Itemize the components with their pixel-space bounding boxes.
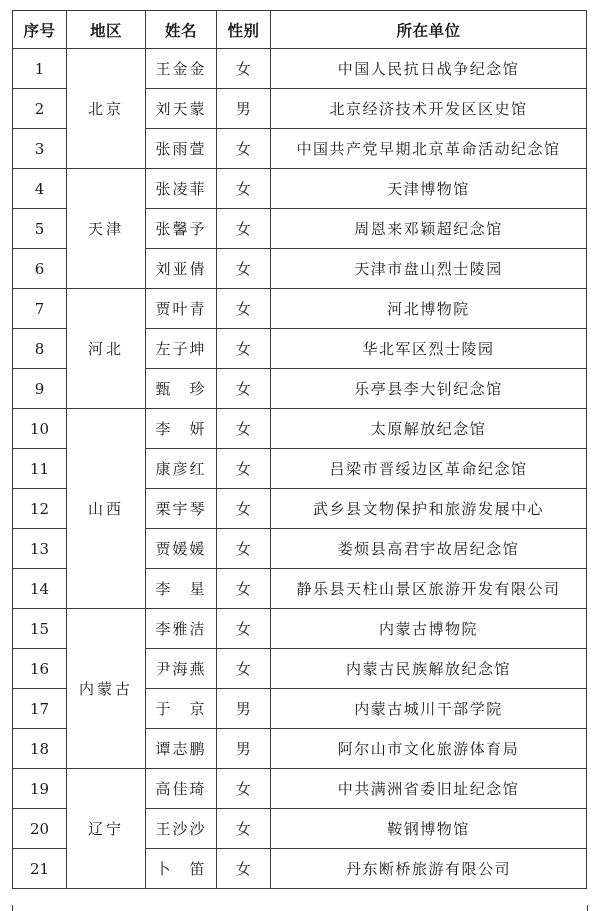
cell-unit: 鞍钢博物馆	[271, 809, 587, 849]
header-name: 姓名	[146, 11, 217, 49]
cell-gender: 女	[217, 809, 271, 849]
header-unit: 所在单位	[271, 11, 587, 49]
header-row	[13, 11, 587, 49]
table-row	[13, 409, 587, 449]
cell-gender: 女	[217, 449, 271, 489]
table-row	[13, 289, 587, 329]
cell-index: 15	[13, 609, 67, 649]
cell-gender: 女	[217, 49, 271, 89]
cell-index: 2	[13, 89, 67, 129]
personnel-table	[12, 10, 587, 889]
cell-gender: 男	[217, 689, 271, 729]
cell-index: 11	[13, 449, 67, 489]
cell-gender: 女	[217, 609, 271, 649]
cell-unit: 武乡县文物保护和旅游发展中心	[271, 489, 587, 529]
cell-unit: 华北军区烈士陵园	[271, 329, 587, 369]
cell-unit: 中共满洲省委旧址纪念馆	[271, 769, 587, 809]
cell-gender: 女	[217, 569, 271, 609]
cell-name: 康彦红	[146, 449, 217, 489]
cell-unit: 内蒙古博物院	[271, 609, 587, 649]
cell-name: 王沙沙	[146, 809, 217, 849]
cell-name: 贾媛媛	[146, 529, 217, 569]
cell-gender: 男	[217, 729, 271, 769]
cell-unit: 静乐县天柱山景区旅游开发有限公司	[271, 569, 587, 609]
cell-region: 天津	[67, 169, 146, 289]
table-row	[13, 769, 587, 809]
cell-gender: 女	[217, 529, 271, 569]
table-row	[13, 609, 587, 649]
cell-name: 刘天蒙	[146, 89, 217, 129]
cell-index: 17	[13, 689, 67, 729]
cell-unit: 北京经济技术开发区区史馆	[271, 89, 587, 129]
cell-gender: 男	[217, 89, 271, 129]
cell-gender: 女	[217, 649, 271, 689]
cell-index: 20	[13, 809, 67, 849]
table-continuation-edge	[12, 905, 588, 911]
header-index: 序号	[13, 11, 67, 49]
cell-region: 北京	[67, 49, 146, 169]
cell-name: 张凌菲	[146, 169, 217, 209]
table-row	[13, 49, 587, 89]
cell-name: 于 京	[146, 689, 217, 729]
cell-gender: 女	[217, 409, 271, 449]
cell-name: 张雨萱	[146, 129, 217, 169]
cell-gender: 女	[217, 369, 271, 409]
cell-name: 王金金	[146, 49, 217, 89]
header-region: 地区	[67, 11, 146, 49]
cell-index: 5	[13, 209, 67, 249]
cell-name: 高佳琦	[146, 769, 217, 809]
cell-gender: 女	[217, 249, 271, 289]
cell-unit: 中国共产党早期北京革命活动纪念馆	[271, 129, 587, 169]
table-body	[13, 49, 587, 889]
cell-index: 1	[13, 49, 67, 89]
cell-name: 李 妍	[146, 409, 217, 449]
cell-unit: 周恩来邓颖超纪念馆	[271, 209, 587, 249]
cell-region: 河北	[67, 289, 146, 409]
cell-index: 16	[13, 649, 67, 689]
cell-name: 李 星	[146, 569, 217, 609]
cell-unit: 天津博物馆	[271, 169, 587, 209]
cell-unit: 天津市盘山烈士陵园	[271, 249, 587, 289]
cell-gender: 女	[217, 129, 271, 169]
cell-unit: 娄烦县高君宇故居纪念馆	[271, 529, 587, 569]
cell-gender: 女	[217, 169, 271, 209]
cell-index: 10	[13, 409, 67, 449]
cell-index: 3	[13, 129, 67, 169]
cell-index: 9	[13, 369, 67, 409]
cell-gender: 女	[217, 489, 271, 529]
cell-unit: 中国人民抗日战争纪念馆	[271, 49, 587, 89]
cell-unit: 内蒙古城川干部学院	[271, 689, 587, 729]
cell-index: 21	[13, 849, 67, 889]
cell-index: 14	[13, 569, 67, 609]
cell-name: 栗宇琴	[146, 489, 217, 529]
cell-unit: 内蒙古民族解放纪念馆	[271, 649, 587, 689]
cell-name: 张馨予	[146, 209, 217, 249]
personnel-table-container	[12, 10, 586, 889]
cell-unit: 阿尔山市文化旅游体育局	[271, 729, 587, 769]
cell-unit: 河北博物院	[271, 289, 587, 329]
cell-name: 卜 笛	[146, 849, 217, 889]
cell-index: 7	[13, 289, 67, 329]
cell-name: 甄 珍	[146, 369, 217, 409]
cell-name: 李雅洁	[146, 609, 217, 649]
cell-index: 8	[13, 329, 67, 369]
cell-unit: 吕梁市晋绥边区革命纪念馆	[271, 449, 587, 489]
cell-name: 尹海燕	[146, 649, 217, 689]
cell-region: 内蒙古	[67, 609, 146, 769]
cell-region: 辽宁	[67, 769, 146, 889]
cell-name: 左子坤	[146, 329, 217, 369]
cell-gender: 女	[217, 769, 271, 809]
cell-region: 山西	[67, 409, 146, 609]
cell-unit: 乐亭县李大钊纪念馆	[271, 369, 587, 409]
cell-index: 4	[13, 169, 67, 209]
cell-name: 刘亚倩	[146, 249, 217, 289]
cell-index: 18	[13, 729, 67, 769]
cell-index: 13	[13, 529, 67, 569]
cell-index: 12	[13, 489, 67, 529]
cell-index: 6	[13, 249, 67, 289]
cell-name: 贾叶青	[146, 289, 217, 329]
cell-unit: 太原解放纪念馆	[271, 409, 587, 449]
cell-gender: 女	[217, 329, 271, 369]
header-gender: 性别	[217, 11, 271, 49]
cell-unit: 丹东断桥旅游有限公司	[271, 849, 587, 889]
cell-gender: 女	[217, 209, 271, 249]
cell-index: 19	[13, 769, 67, 809]
cell-gender: 女	[217, 849, 271, 889]
table-row	[13, 169, 587, 209]
cell-name: 谭志鹏	[146, 729, 217, 769]
cell-gender: 女	[217, 289, 271, 329]
